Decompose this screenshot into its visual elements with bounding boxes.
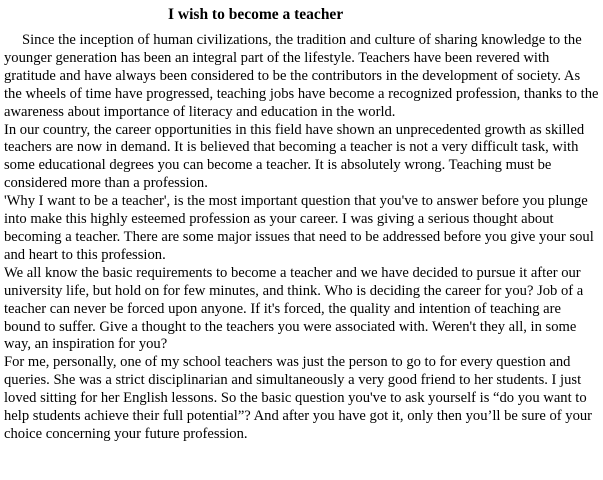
paragraph-career-opportunities: In our country, the career opportunities in this field have shown an unprecedented growth as skilled teachers are now in demand. It is believed that becoming a teacher is not a very difficult task, with some educational degrees you can become a teacher. It is absolutely wrong. Teaching must be considered more than a profession. — [4, 121, 585, 192]
paragraph-personal-experience: For me, personally, one of my school teachers was just the person to go to for every question and queries. She was a strict disciplinarian and simultaneously a very good friend to her students. I just loved sitting for her English lessons. So the basic question you've to ask yourself is “do you want to help students achieve their full potential”? And after you have got it, only then you’ll be sure of your choice concerning your future profession. — [4, 354, 593, 442]
paragraph-why-teacher: 'Why I want to be a teacher', is the most important question that you've to answer before you plunge into make this highly esteemed profession as your career. I was giving a serious thought about becoming a teacher. There are some major issues that need to be addressed before you give your soul and heart to this profession. — [4, 193, 594, 263]
paragraph-intro: Since the inception of human civilizations, the tradition and culture of sharing knowledge to the younger generation has been an integral part of the lifestyle. Teachers have been revered with gratitude and have always been considered to be the contributors in the development of society. As the wheels of time have progressed, teaching jobs have become a recognized profession, thanks to the awareness about importance of literacy and education in the world. — [4, 32, 599, 120]
paragraph-basic-requirements: We all know the basic requirements to become a teacher and we have decided to pursue it after our university life, but hold on for few minutes, and think. Who is deciding the career for you? Job of a teacher can never be forced upon anyone. If it's forced, the quality and intention of teaching are bound to suffer. Give a thought to the teachers you were associated with. Weren't they all, in some way, an inspiration for you? — [4, 264, 584, 353]
document-title: I wish to become a teacher — [168, 6, 344, 23]
